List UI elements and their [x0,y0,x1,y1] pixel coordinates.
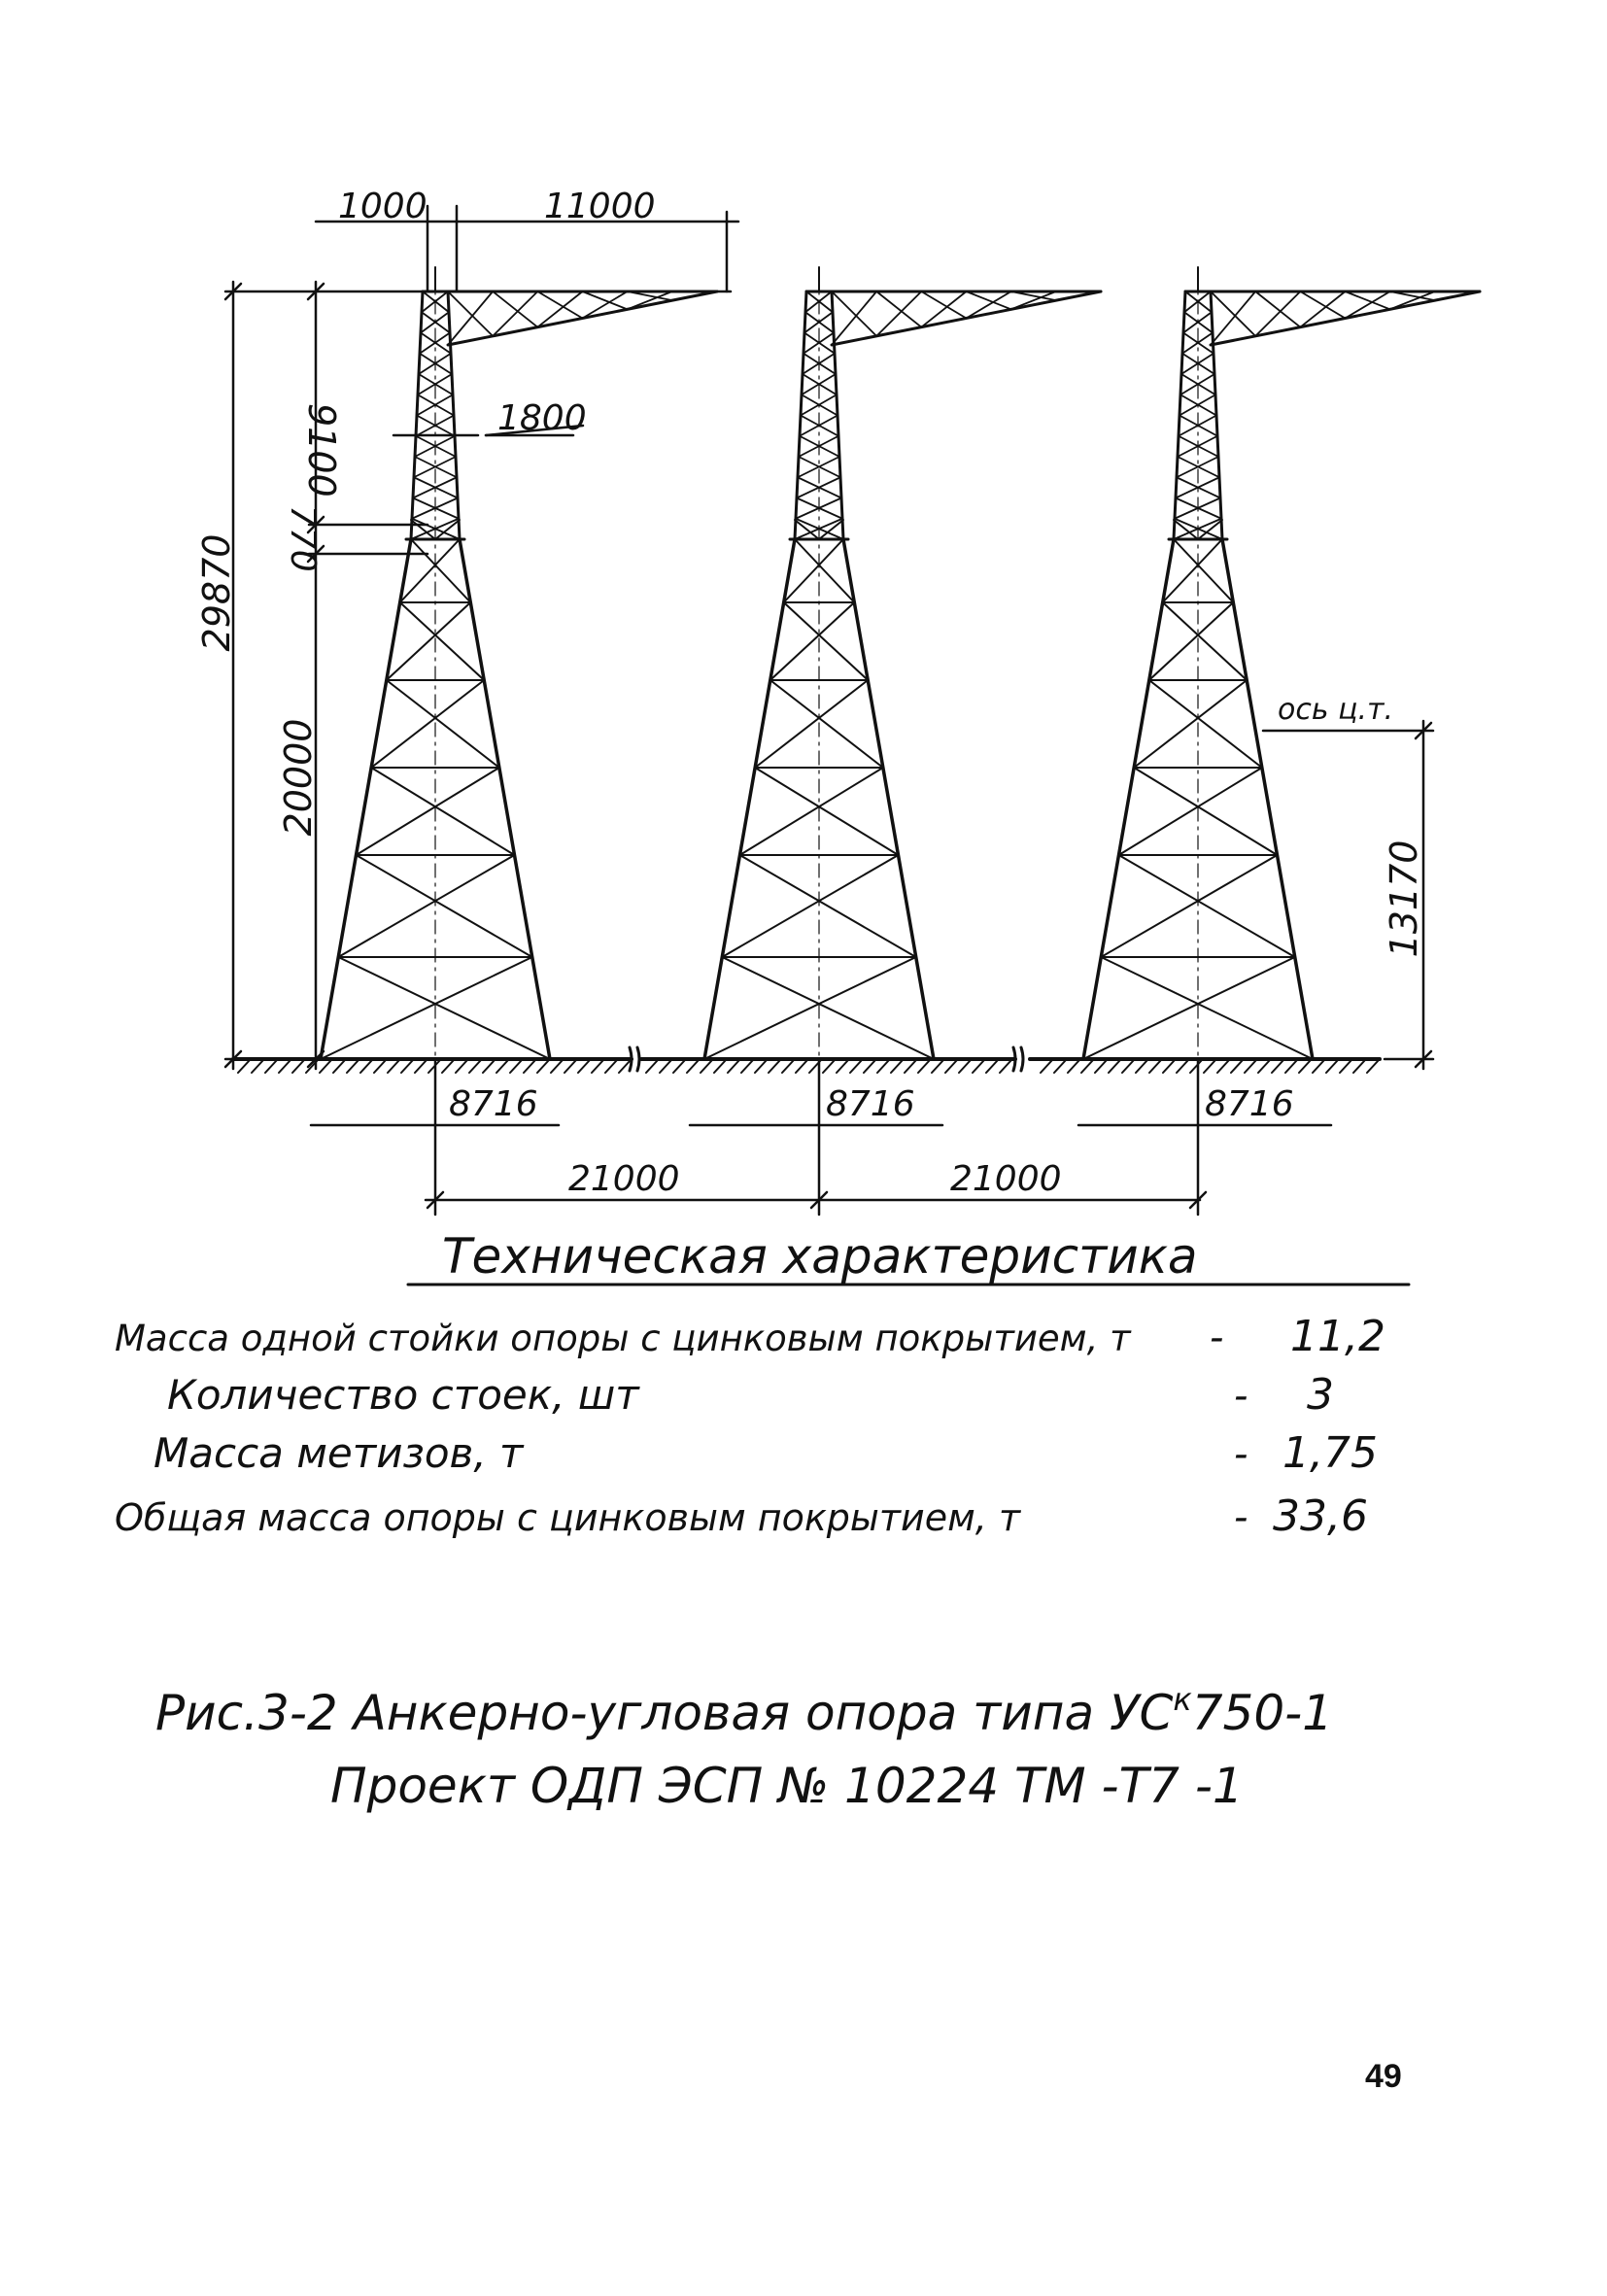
trunk-brace [338,957,550,1059]
ground-hatch [401,1060,413,1073]
trunk-brace [1134,680,1247,768]
ground-hatch [1000,1060,1011,1073]
ground-hatch [1285,1060,1297,1073]
ground-hatch [741,1060,753,1073]
trunk-leg [1083,539,1174,1059]
ground-hatch [891,1060,903,1073]
spec-row-3-dash: - [1234,1432,1248,1477]
ground-hatch [1367,1060,1379,1073]
trunk-brace [387,680,499,768]
dim-29870: 29870 [195,533,238,652]
ground-hatch [374,1060,386,1073]
spec-row-2-label: Количество стоек, шт [167,1371,639,1419]
ground-hatch [1136,1060,1147,1073]
caption-line-2: Проект ОДП ЭСП № 10224 ТМ -Т7 -1 [330,1758,1244,1814]
ground-hatch [1081,1060,1093,1073]
spec-row-1-label: Масса одной стойки опоры с цинковым покрытием, т [115,1318,1131,1359]
spec-row-4-label: Общая масса опоры с цинковым покрытием, т [115,1496,1021,1539]
ground-hatch [605,1060,617,1073]
arm-brace [583,291,628,309]
spec-row-2-dash: - [1234,1374,1248,1419]
arm-brace [1300,291,1345,319]
trunk-brace [722,957,934,1059]
ground-hatch [1095,1060,1107,1073]
ground-hatch [483,1060,495,1073]
ground-hatch [1258,1060,1270,1073]
ground-hatch [333,1060,345,1073]
cg-axis-label: ось ц.т. [1278,693,1394,727]
dim-770: 770 [283,505,323,572]
ground-hatch [877,1060,889,1073]
tower-2 [704,267,1101,1069]
ground-hatch [823,1060,835,1073]
trunk-brace [371,680,484,768]
ground-hatch [1177,1060,1188,1073]
caption-line-1-end: 750-1 [1191,1685,1333,1741]
ground-hatch [292,1060,304,1073]
arm-brace [967,291,1011,309]
spec-row-2-value: 3 [1307,1370,1334,1420]
page-number: 49 [1365,2058,1402,2095]
ground-hatch [1231,1060,1243,1073]
trunk-brace [722,855,898,957]
ground-hatch [415,1060,427,1073]
trunk-brace [321,957,532,1059]
arm-brace [537,291,582,319]
spec-row-4-value: 33,6 [1273,1491,1368,1541]
ground-hatch [1272,1060,1283,1073]
ground-hatch [728,1060,739,1073]
caption-superscript: к [1173,1681,1192,1718]
ground-hatch [973,1060,984,1073]
ground-hatch [1245,1060,1256,1073]
dim-spacing-1: 21000 [568,1159,680,1199]
dim-spacing-2: 21000 [950,1159,1062,1199]
dim-13170: 13170 [1383,840,1425,958]
ground-hatch [769,1060,780,1073]
ground-hatch [1122,1060,1134,1073]
trunk-brace [1119,855,1295,957]
spec-row-4-dash: - [1234,1495,1248,1540]
ground-hatch [1204,1060,1215,1073]
ground-hatch [1299,1060,1311,1073]
ground-hatch [252,1060,263,1073]
ground-hatch [537,1060,549,1073]
ground-hatch [687,1060,699,1073]
ground-hatch [238,1060,250,1073]
ground-hatch [1109,1060,1120,1073]
dim-base-1: 8716 [449,1084,538,1124]
ground-hatch [1163,1060,1175,1073]
ground-hatch [524,1060,535,1073]
ground-hatch [1054,1060,1066,1073]
ground-hatch [673,1060,685,1073]
ground-hatch [932,1060,943,1073]
trunk-brace [1149,680,1262,768]
ground-hatch [755,1060,767,1073]
ground-hatch [646,1060,658,1073]
dim-1800: 1800 [497,398,587,438]
ground-hatch [782,1060,794,1073]
ground-hatch [1313,1060,1324,1073]
dim-11000: 11000 [544,187,656,226]
ground-hatch [551,1060,563,1073]
ground-hatch [442,1060,454,1073]
towers [321,267,1480,1069]
ground-hatch [864,1060,875,1073]
ground-hatch [945,1060,957,1073]
trunk-leg [1222,539,1313,1059]
trunk-brace [371,768,514,855]
ground-hatch [510,1060,522,1073]
ground-hatch [1340,1060,1351,1073]
ground-hatch [265,1060,277,1073]
trunk-brace [1119,768,1262,855]
ground-hatch [986,1060,998,1073]
arm-brace [876,291,921,327]
spec-row-3-label: Масса метизов, т [154,1429,524,1477]
ground-hatch [1217,1060,1229,1073]
dim-20000: 20000 [277,718,320,837]
dim-9100: 9100 [300,403,343,497]
ground-hatch [388,1060,399,1073]
trunk-brace [704,957,916,1059]
arm-brace [1346,291,1390,309]
tower-1 [321,267,717,1069]
trunk-brace [740,768,883,855]
ground-hatch [1326,1060,1338,1073]
arm-brace [921,291,966,319]
ground-hatch [564,1060,576,1073]
spec-row-3-value: 1,75 [1282,1428,1378,1478]
trunk-brace [1101,957,1313,1059]
ground-hatch [347,1060,359,1073]
trunk-brace [357,768,499,855]
ground-hatch [279,1060,291,1073]
ground-hatch [496,1060,508,1073]
ground-hatch [320,1060,331,1073]
spec-row-1-dash: - [1210,1316,1224,1360]
ground-hatch [959,1060,971,1073]
caption-line-1-text: Рис.3-2 Анкерно-угловая опора типа УС [155,1685,1174,1741]
ground-hatch [850,1060,862,1073]
ground-hatch [469,1060,481,1073]
ground-hatch [592,1060,603,1073]
trunk-brace [338,855,514,957]
ground-hatch [1068,1060,1079,1073]
ground-hatch [360,1060,372,1073]
trunk-leg [321,539,411,1059]
ground-hatch [578,1060,590,1073]
trunk-brace [357,855,532,957]
ground-hatch [456,1060,467,1073]
spec-title: Техническая характеристика [442,1228,1198,1285]
dim-1000: 1000 [338,187,427,226]
ground-hatch [796,1060,807,1073]
ground-hatch [701,1060,712,1073]
ground-hatch [918,1060,930,1073]
ground-hatch [714,1060,726,1073]
ground-hatch [837,1060,848,1073]
dim-base-3: 8716 [1205,1084,1294,1124]
trunk-brace [770,680,883,768]
trunk-leg [704,539,795,1059]
arm-brace [493,291,537,327]
caption-line-1 [155,1681,1333,1741]
ground-hatch [1190,1060,1202,1073]
trunk-brace [740,855,916,957]
trunk-brace [755,768,898,855]
ground-hatch [1041,1060,1052,1073]
arm-brace [1255,291,1300,327]
trunk-brace [1083,957,1295,1059]
trunk-brace [1134,768,1277,855]
ground-hatch [905,1060,916,1073]
trunk-leg [460,539,550,1059]
trunk-brace [1101,855,1277,957]
dim-base-2: 8716 [826,1084,915,1124]
trunk-leg [843,539,934,1059]
ground-hatch [660,1060,671,1073]
ground-hatch [1353,1060,1365,1073]
trunk-brace [755,680,868,768]
spec-row-1-value: 11,2 [1290,1312,1385,1361]
ground-hatch [1149,1060,1161,1073]
